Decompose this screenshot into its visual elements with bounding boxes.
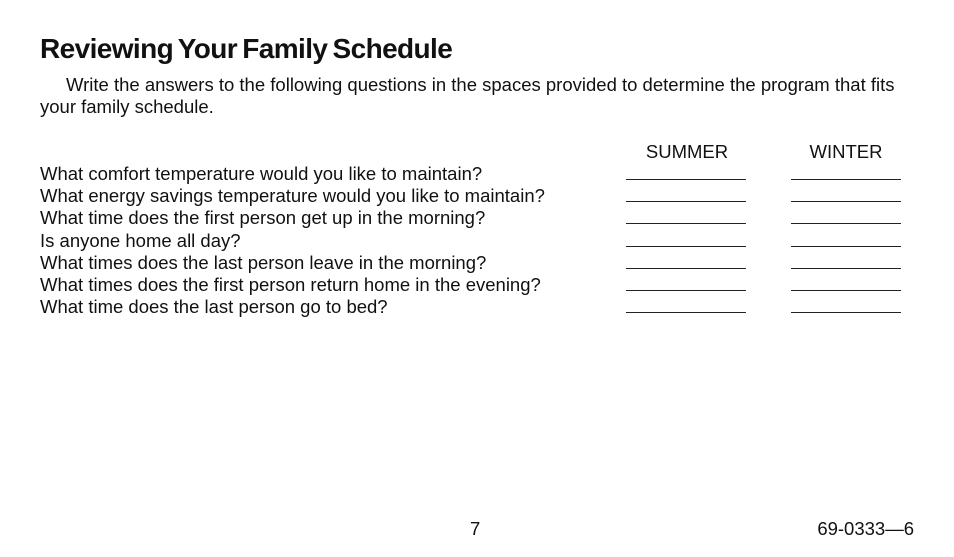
winter-answer-blank[interactable] — [791, 290, 901, 291]
question-text: What time does the last person go to bed? — [40, 296, 388, 318]
summer-answer-blank[interactable] — [626, 312, 746, 313]
winter-column-header: WINTER — [809, 141, 883, 162]
question-text: What comfort temperature would you like to maintain? — [40, 163, 483, 184]
winter-answer-blank[interactable] — [791, 201, 901, 202]
page-title: Reviewing Your Family Schedule — [40, 33, 453, 64]
question-text: What times does the first person return home in the evening? — [40, 273, 541, 295]
question-row — [40, 163, 915, 185]
intro-paragraph: Write the answers to the following questions in the spaces provided to determine the program that fits your family schedule. — [40, 74, 895, 117]
question-row — [40, 207, 915, 229]
question-text: What time does the first person get up in the morning? — [40, 207, 486, 229]
question-row — [40, 252, 915, 274]
question-text: Is anyone home all day? — [40, 229, 241, 251]
question-row — [40, 296, 915, 318]
summer-answer-blank[interactable] — [626, 246, 746, 247]
winter-answer-blank[interactable] — [791, 246, 901, 247]
question-text: What times does the last person leave in the morning? — [40, 251, 487, 273]
question-row — [40, 185, 915, 207]
winter-answer-blank[interactable] — [791, 268, 901, 269]
winter-answer-blank[interactable] — [791, 223, 901, 224]
summer-answer-blank[interactable] — [626, 179, 746, 180]
summer-answer-blank[interactable] — [626, 268, 746, 269]
summer-answer-blank[interactable] — [626, 223, 746, 224]
winter-answer-blank[interactable] — [791, 179, 901, 180]
page-number: 7 — [470, 518, 481, 539]
document-code: 69-0333—6 — [817, 518, 914, 539]
question-row — [40, 274, 915, 296]
question-row — [40, 230, 915, 252]
winter-answer-blank[interactable] — [791, 312, 901, 313]
question-list — [40, 163, 915, 318]
summer-answer-blank[interactable] — [626, 290, 746, 291]
summer-answer-blank[interactable] — [626, 201, 746, 202]
summer-column-header: SUMMER — [645, 141, 729, 162]
question-text: What energy savings temperature would you like to maintain? — [40, 185, 545, 207]
